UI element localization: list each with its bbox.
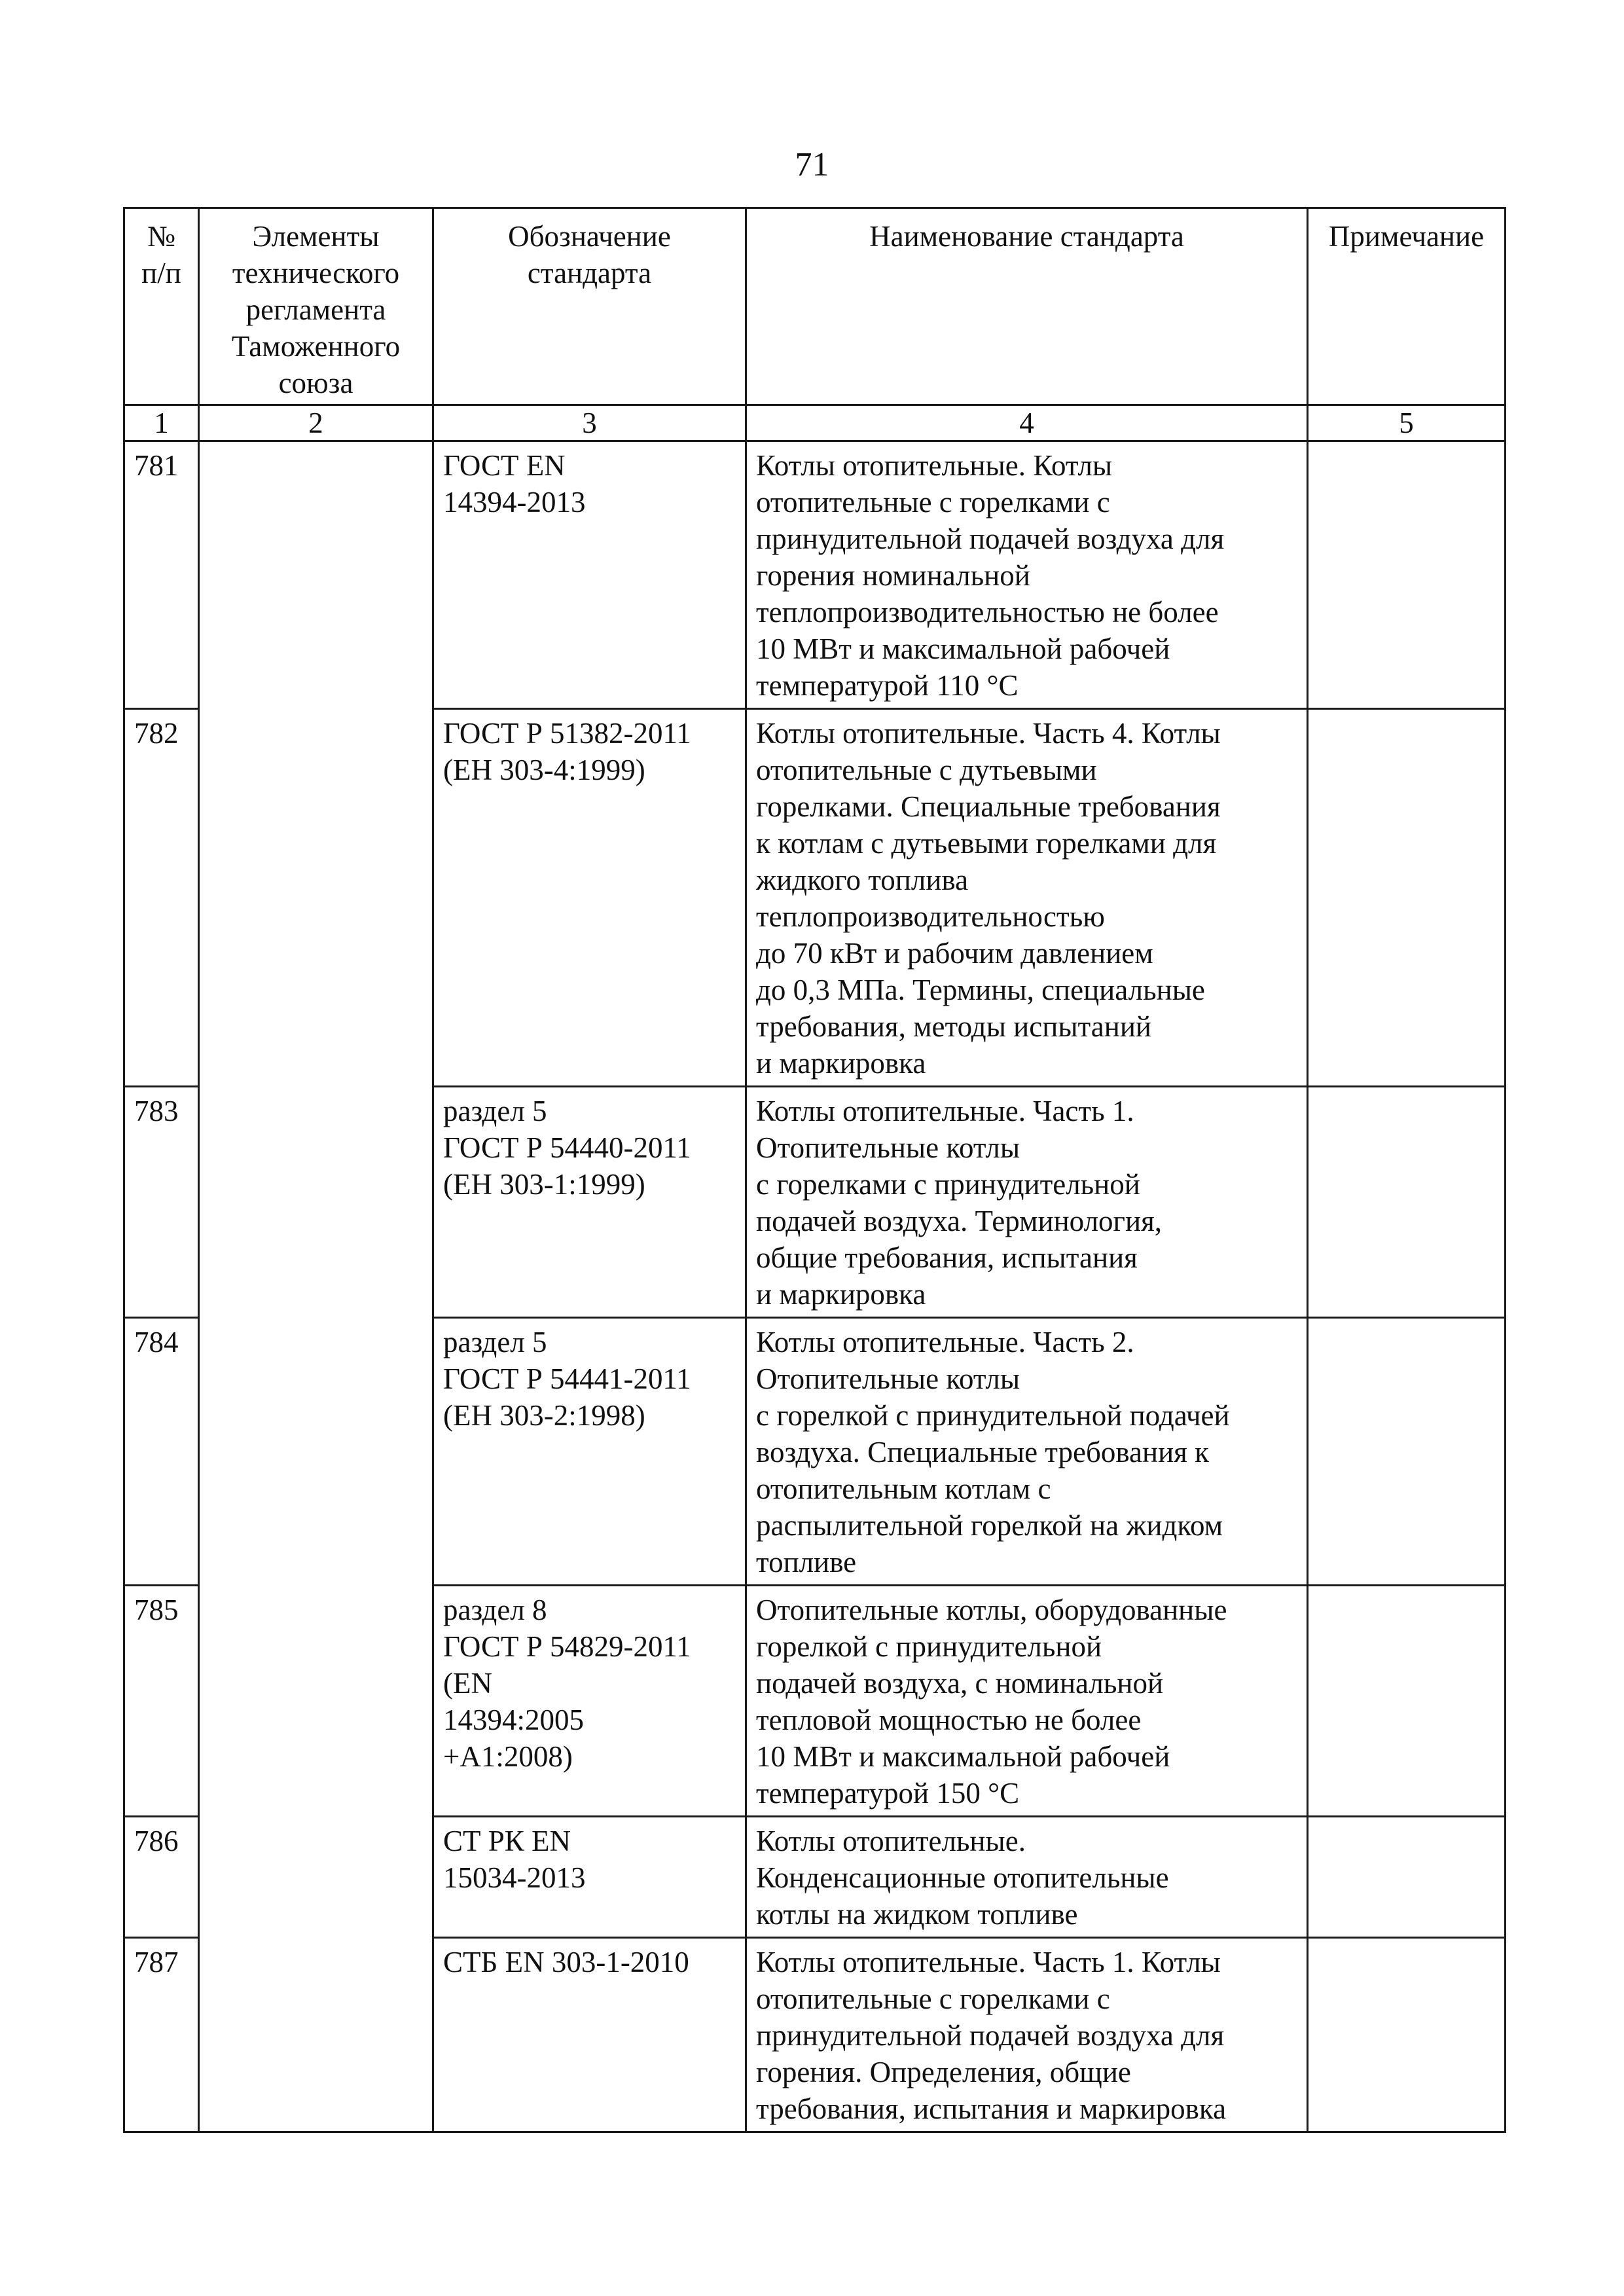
text-line: ГОСТ Р 51382-2011 — [443, 717, 691, 750]
text-line: общие требования, испытания — [756, 1241, 1138, 1274]
text-line: регламента — [245, 293, 386, 326]
text-line: № — [147, 220, 175, 253]
note-cell — [1308, 441, 1506, 709]
text-line: Отопительные котлы — [756, 1362, 1020, 1395]
text-line: Отопительные котлы, оборудованные — [756, 1594, 1227, 1626]
standard-designation — [433, 1817, 746, 1938]
header-designation — [433, 208, 746, 405]
row-number: 787 — [124, 1938, 199, 2132]
standard-name — [746, 709, 1308, 1087]
header-name — [746, 208, 1308, 405]
text-line: Примечание — [1328, 220, 1485, 253]
note-cell — [1308, 1817, 1506, 1938]
text-line: и маркировка — [756, 1047, 926, 1080]
row-number: 782 — [124, 709, 199, 1087]
text-line: Котлы отопительные. Часть 1. Котлы — [756, 1946, 1221, 1978]
column-number: 5 — [1308, 405, 1506, 441]
standards-table — [123, 207, 1506, 2133]
text-line: принудительной подачей воздуха для — [756, 2019, 1225, 2052]
text-line: до 0,3 МПа. Термины, специальные — [756, 974, 1205, 1006]
text-line: подачей воздуха, с номинальной — [756, 1667, 1164, 1700]
text-line: Котлы отопительные. Котлы — [756, 449, 1113, 482]
text-line: Элементы — [252, 220, 380, 253]
text-line: с горелкой с принудительной подачей — [756, 1399, 1230, 1432]
text-line: Котлы отопительные. Часть 4. Котлы — [756, 717, 1221, 750]
header-num — [124, 208, 199, 405]
text-line: раздел 8 — [443, 1594, 547, 1626]
text-line: Таможенного — [231, 330, 401, 363]
text-line: теплопроизводительностью — [756, 900, 1105, 933]
text-line: до 70 кВт и рабочим давлением — [756, 937, 1153, 970]
text-line: союза — [278, 367, 353, 399]
text-line: температурой 110 °С — [756, 669, 1019, 702]
row-number: 783 — [124, 1087, 199, 1318]
text-line: и маркировка — [756, 1278, 926, 1311]
text-line: принудительной подачей воздуха для — [756, 522, 1225, 555]
header-row — [124, 208, 1506, 405]
text-line: котлы на жидком топливе — [756, 1898, 1078, 1931]
note-cell — [1308, 1586, 1506, 1817]
standard-name — [746, 1817, 1308, 1938]
row-number: 786 — [124, 1817, 199, 1938]
column-number: 1 — [124, 405, 199, 441]
standard-designation — [433, 1318, 746, 1586]
table-row — [124, 441, 1506, 709]
text-line: 15034-2013 — [443, 1861, 586, 1894]
header-elements — [199, 208, 433, 405]
standard-name — [746, 1938, 1308, 2132]
note-cell — [1308, 709, 1506, 1087]
column-number: 3 — [433, 405, 746, 441]
text-line: требования, методы испытаний — [756, 1010, 1151, 1043]
text-line: с горелками с принудительной — [756, 1168, 1140, 1201]
text-line: теплопроизводительностью не более — [756, 596, 1219, 629]
text-line: жидкого топлива — [756, 864, 969, 896]
text-line: Отопительные котлы — [756, 1131, 1020, 1164]
text-line: отопительным котлам с — [756, 1472, 1051, 1505]
text-line: СТ РК EN — [443, 1825, 571, 1857]
text-line: отопительные с дутьевыми — [756, 754, 1097, 786]
text-line: раздел 5 — [443, 1326, 547, 1358]
text-line: ГОСТ Р 54440-2011 — [443, 1131, 691, 1164]
text-line: Наименование стандарта — [869, 220, 1184, 253]
column-numbers-row — [124, 405, 1506, 441]
standard-designation — [433, 1586, 746, 1817]
standard-name — [746, 1318, 1308, 1586]
standard-designation — [433, 1087, 746, 1318]
text-line: (ЕН 303-4:1999) — [443, 754, 645, 786]
text-line: температурой 150 °С — [756, 1777, 1020, 1810]
page-number: 71 — [795, 146, 829, 183]
text-line: ГОСТ EN — [443, 449, 566, 482]
text-line: 10 МВт и максимальной рабочей — [756, 1740, 1170, 1773]
text-line: отопительные с горелками с — [756, 486, 1110, 519]
row-number: 785 — [124, 1586, 199, 1817]
standard-name — [746, 1087, 1308, 1318]
standard-designation — [433, 441, 746, 709]
text-line: тепловой мощностью не более — [756, 1704, 1142, 1736]
row-number: 784 — [124, 1318, 199, 1586]
text-line: 14394-2013 — [443, 486, 586, 519]
text-line: технического — [232, 257, 400, 289]
text-line: стандарта — [527, 257, 652, 289]
standard-name — [746, 1586, 1308, 1817]
text-line: горения. Определения, общие — [756, 2056, 1131, 2088]
text-line: 14394:2005 — [443, 1704, 585, 1736]
text-line: ГОСТ Р 54441-2011 — [443, 1362, 691, 1395]
text-line: распылительной горелкой на жидком — [756, 1509, 1223, 1542]
text-line: подачей воздуха. Терминология, — [756, 1205, 1163, 1237]
text-line: горелкой с принудительной — [756, 1630, 1102, 1663]
text-line: (EN — [443, 1667, 492, 1700]
standard-designation — [433, 709, 746, 1087]
text-line: Обозначение — [508, 220, 671, 253]
text-line: топливе — [756, 1546, 857, 1578]
text-line: Котлы отопительные. Часть 2. — [756, 1326, 1134, 1358]
header-note — [1308, 208, 1506, 405]
note-cell — [1308, 1318, 1506, 1586]
elements-cell — [199, 441, 433, 2132]
text-line: (ЕН 303-1:1999) — [443, 1168, 645, 1201]
row-number: 781 — [124, 441, 199, 709]
text-line: Котлы отопительные. — [756, 1825, 1026, 1857]
text-line: к котлам с дутьевыми горелками для — [756, 827, 1217, 860]
text-line: воздуха. Специальные требования к — [756, 1436, 1209, 1468]
text-line: 10 МВт и максимальной рабочей — [756, 632, 1170, 665]
text-line: СТБ EN 303-1-2010 — [443, 1946, 689, 1978]
text-line: требования, испытания и маркировка — [756, 2092, 1227, 2125]
standard-designation — [433, 1938, 746, 2132]
text-line: +A1:2008) — [443, 1740, 573, 1773]
text-line: горелками. Специальные требования — [756, 790, 1221, 823]
text-line: (ЕН 303-2:1998) — [443, 1399, 645, 1432]
text-line: Конденсационные отопительные — [756, 1861, 1169, 1894]
text-line: раздел 5 — [443, 1095, 547, 1127]
text-line: отопительные с горелками с — [756, 1982, 1110, 2015]
text-line: горения номинальной — [756, 559, 1030, 592]
standard-name — [746, 441, 1308, 709]
text-line: Котлы отопительные. Часть 1. — [756, 1095, 1134, 1127]
column-number: 4 — [746, 405, 1308, 441]
column-number: 2 — [199, 405, 433, 441]
text-line: ГОСТ Р 54829-2011 — [443, 1630, 691, 1663]
note-cell — [1308, 1938, 1506, 2132]
note-cell — [1308, 1087, 1506, 1318]
text-line: п/п — [141, 257, 181, 289]
